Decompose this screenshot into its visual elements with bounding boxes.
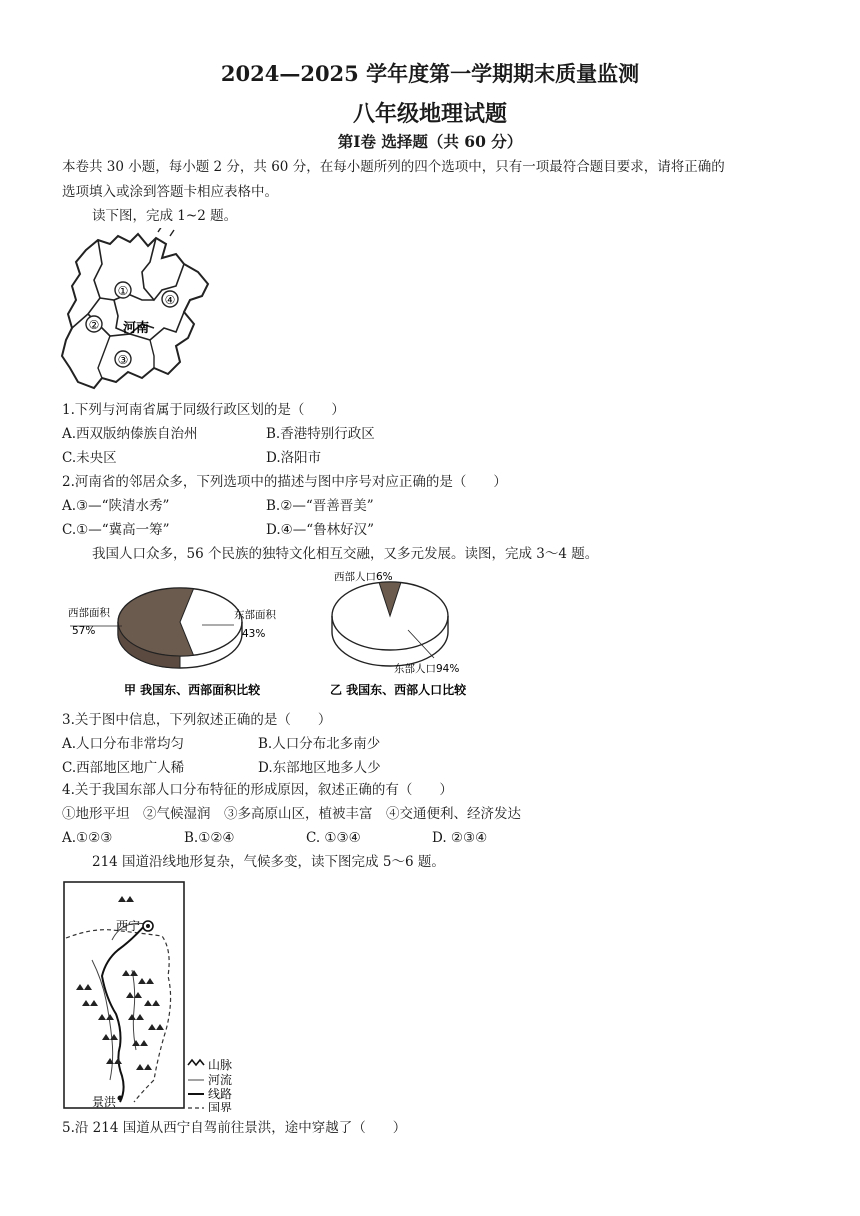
q3-option-a[interactable]: A.人口分布非常均匀 [62,736,185,752]
q2-option-a[interactable]: A.③—“陕清水秀” [62,498,170,514]
pie-a-east-label: 东部面积 [234,609,276,621]
route-214-map [62,880,262,1112]
q1-option-b[interactable]: B.香港特别行政区 [266,426,375,442]
pie-chart-area [62,570,292,710]
q4-statements: ①地形平坦 ②气候湿润 ③多高原山区，植被丰富 ④交通便利、经济发达 [62,806,521,822]
pie-a-caption: 甲 我国东、西部面积比较 [124,683,261,697]
q4-stem: 4.关于我国东部人口分布特征的形成原因，叙述正确的有（ ） [62,782,453,798]
legend-border: 国界 [208,1101,233,1112]
henan-neighbors-map [58,228,218,393]
pie-b-east-label: 东部人口94% [394,663,460,675]
pie-a-west-value: 57% [72,625,96,637]
q4-option-a[interactable]: A.①②③ [62,830,113,846]
pie-a-west-label: 西部面积 [68,607,110,619]
exam-title: 2024—2025 学年度第一学期期末质量监测 [220,61,640,86]
q4-option-c[interactable]: C. ①③④ [306,830,361,846]
q3-option-c[interactable]: C.西部地区地广人稀 [62,760,185,776]
q3-option-d[interactable]: D.东部地区地多人少 [258,760,381,776]
q1-option-a[interactable]: A.西双版纳傣族自治州 [62,426,198,442]
read-prompt-3: 214 国道沿线地形复杂，气候多变，读下图完成 5～6 题。 [92,854,445,870]
map-label-3: ③ [117,353,129,367]
q1-option-c[interactable]: C.未央区 [62,450,117,466]
q4-option-d[interactable]: D. ②③④ [432,830,488,846]
read-prompt-1: 读下图，完成 1~2 题。 [92,208,238,224]
map-label-henan: 河南 [122,321,150,336]
q3-stem: 3.关于图中信息，下列叙述正确的是（ ） [62,712,332,728]
jinghong-marker [118,1096,123,1101]
legend-mountain-symbol [188,1060,204,1065]
q5-stem: 5.沿 214 国道从西宁自驾前往景洪，途中穿越了（ ） [62,1120,407,1136]
intro-line-1: 本卷共 30 小题，每小题 2 分，共 60 分，在每小题所列的四个选项中，只有一项最符合题目要求，请将正确的 [62,159,725,175]
q2-option-d[interactable]: D.④—“鲁林好汉” [266,522,375,538]
pie-chart-population [322,566,522,710]
legend-route: 线路 [208,1087,233,1101]
map-label-1: ① [117,284,129,298]
section-heading: 第Ⅰ卷 选择题（共 60 分） [337,132,523,151]
jinghong-label: 景洪 [92,1095,117,1109]
pie-b-west-label: 西部人口6% [334,571,393,583]
q3-option-b[interactable]: B.人口分布北多南少 [258,736,381,752]
q1-stem: 1.下列与河南省属于同级行政区划的是（ ） [62,402,345,418]
q4-option-b[interactable]: B.①②④ [184,830,235,846]
read-prompt-2: 我国人口众多，56 个民族的独特文化相互交融，又多元发展。读图，完成 3～4 题。 [92,546,599,562]
map-label-4: ④ [164,293,176,307]
pie-a-east-value: 43% [242,628,266,640]
exam-subtitle: 八年级地理试题 [352,101,507,127]
intro-line-2: 选项填入或涂到答题卡相应表格中。 [62,184,278,200]
map-label-2: ② [88,318,100,332]
q2-stem: 2.河南省的邻居众多，下列选项中的描述与图中序号对应正确的是（ ） [62,474,507,490]
legend-mountain: 山脉 [208,1058,233,1072]
q2-option-c[interactable]: C.①—“冀高一筹” [62,522,170,538]
q2-option-b[interactable]: B.②—“晋善晋美” [266,498,374,514]
pie-b-caption: 乙 我国东、西部人口比较 [330,683,467,697]
q1-option-d[interactable]: D.洛阳市 [266,450,322,466]
xining-label: 西宁 [116,919,141,933]
legend-river: 河流 [208,1073,233,1087]
